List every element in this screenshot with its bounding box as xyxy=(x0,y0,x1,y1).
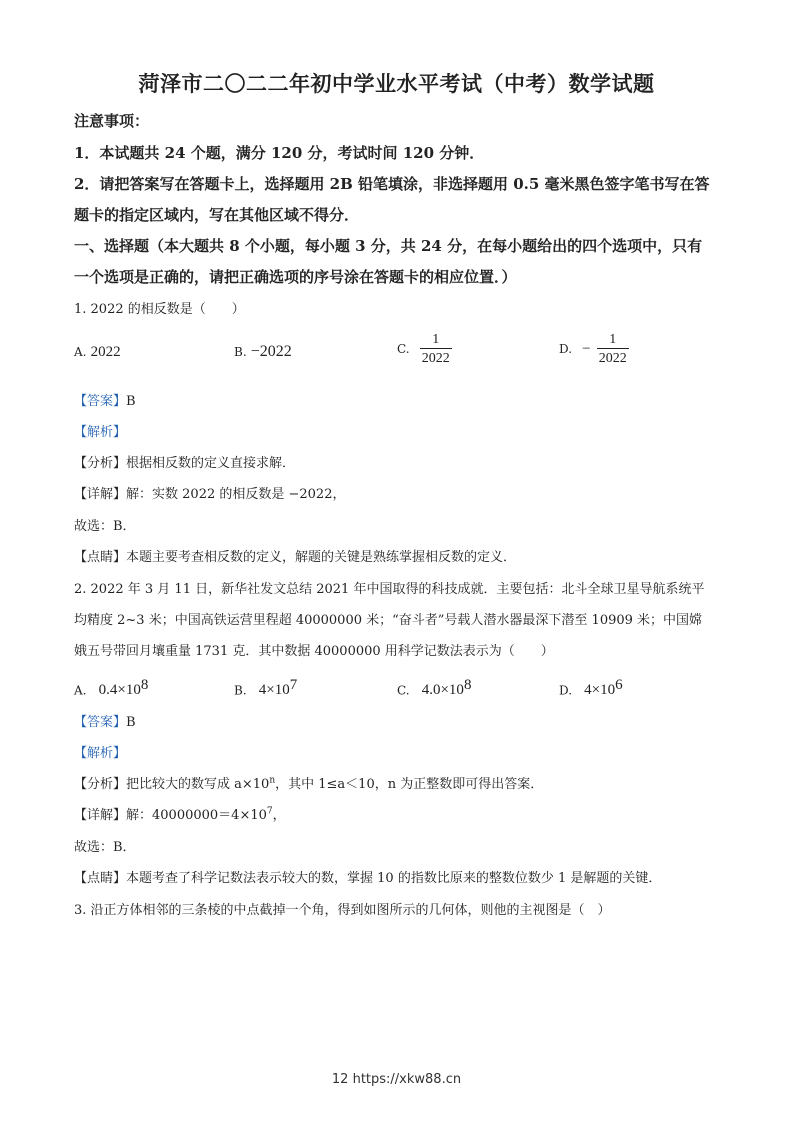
option-value: 2022 xyxy=(90,344,121,360)
option-label: D. xyxy=(559,683,573,698)
fraction xyxy=(597,332,629,367)
denominator: 2022 xyxy=(420,348,452,367)
option-label: D. xyxy=(559,342,573,356)
option-exponent: 6 xyxy=(615,677,623,693)
question-1-option-b xyxy=(234,343,292,361)
dianjing-text: 本题考查了科学记数法表示较大的数，掌握 10 的指数比原来的整数位数少 1 是解题的关键． xyxy=(126,871,662,886)
question-1-option-c xyxy=(397,332,452,367)
question-2-stem-line-2: 均精度 2~3 米；中国高铁运营里程超 40000000 米；“奋斗者”号载人潜水器最深下潜至 10909 米；中国嫦 xyxy=(74,613,703,628)
question-1-answer xyxy=(74,390,724,409)
question-1-option-a xyxy=(74,344,121,361)
question-2-option-b xyxy=(234,677,297,699)
question-1-xiangjie xyxy=(74,483,724,502)
page-footer: 12 https://xkw88.cn xyxy=(331,1072,462,1087)
fenxi-tag: 【分析】 xyxy=(74,777,127,792)
question-1-guxuan: 故选：B． xyxy=(74,519,136,534)
answer-tag: 【答案】 xyxy=(74,394,127,409)
fenxi-exponent: n xyxy=(269,775,276,786)
notice-item-2-line-1: 2．请把答案写在答题卡上，选择题用 2B 铅笔填涂，非选择题用 0.5 毫米黑色签字笔书写在答 xyxy=(74,175,710,193)
fenxi-text-pre: 把比较大的数写成 a×10 xyxy=(126,777,270,792)
answer-value: B xyxy=(126,715,136,730)
numerator: 1 xyxy=(609,332,617,347)
question-3-stem: 3. 沿正方体相邻的三条棱的中点截掉一个角，得到如图所示的几何体，则他的主视图是（ ） xyxy=(74,903,611,918)
question-1-stem: 1. 2022 的相反数是（ ） xyxy=(74,302,245,317)
answer-value: B xyxy=(126,394,136,409)
option-exponent: 7 xyxy=(289,677,298,693)
fraction xyxy=(420,332,452,367)
option-label: B. xyxy=(234,683,247,698)
dianjing-tag: 【点睛】 xyxy=(74,550,127,565)
option-label: A. xyxy=(74,345,87,359)
xiangjie-exponent: 7 xyxy=(266,806,273,817)
question-2-option-d xyxy=(559,677,623,699)
question-2-analysis-tag: 【解析】 xyxy=(74,746,127,761)
notice-item-1: 1．本试题共 24 个题，满分 120 分，考试时间 120 分钟． xyxy=(74,144,485,162)
question-2-answer xyxy=(74,711,724,730)
question-2-xiangjie xyxy=(74,804,724,823)
page-title: 菏泽市二〇二二年初中学业水平考试（中考）数学试题 xyxy=(138,71,655,96)
fenxi-tag: 【分析】 xyxy=(74,456,127,471)
question-2-option-a xyxy=(74,677,148,699)
question-2-guxuan: 故选：B． xyxy=(74,840,136,855)
notice-item-2-line-2: 题卡的指定区域内，写在其他区域不得分． xyxy=(74,206,360,224)
xiangjie-text-pre: 解：40000000＝4×10 xyxy=(126,808,267,823)
answer-tag: 【答案】 xyxy=(74,715,127,730)
option-label: B. xyxy=(234,345,247,359)
xiangjie-text-post: ， xyxy=(272,808,286,823)
question-1-dianjing xyxy=(74,546,724,565)
question-1-fenxi xyxy=(74,452,724,471)
xiangjie-text: 解：实数 2022 的相反数是 −2022， xyxy=(126,487,346,502)
option-label: C. xyxy=(397,342,410,356)
question-1-analysis-tag: 【解析】 xyxy=(74,425,127,440)
option-exponent: 8 xyxy=(463,677,472,693)
option-value: −2022 xyxy=(250,343,292,360)
notice-heading: 注意事项： xyxy=(74,112,150,130)
question-2-option-c xyxy=(397,677,471,699)
minus-sign: − xyxy=(582,341,591,357)
option-value: 4×10 xyxy=(584,682,616,699)
option-exponent: 8 xyxy=(140,677,149,693)
numerator: 1 xyxy=(432,332,440,347)
question-2-stem-line-3: 娥五号带回月壤重量 1731 克．其中数据 40000000 用科学记数法表示为（ ） xyxy=(74,644,554,659)
denominator: 2022 xyxy=(597,348,629,367)
dianjing-text: 本题主要考查相反数的定义，解题的关键是熟练掌握相反数的定义． xyxy=(126,550,517,565)
question-2-dianjing xyxy=(74,867,724,886)
question-2-fenxi xyxy=(74,773,724,792)
question-2-stem-line-1: 2. 2022 年 3 月 11 日，新华社发文总结 2021 年中国取得的科技成就．主要包括：北斗全球卫星导航系统平 xyxy=(74,582,705,597)
question-1-option-d xyxy=(559,332,629,367)
xiangjie-tag: 【详解】 xyxy=(74,487,127,502)
section-heading-line-1: 一、选择题（本大题共 8 个小题，每小题 3 分，共 24 分，在每小题给出的四个选项中，只有 xyxy=(74,237,703,255)
fenxi-text-post: ，其中 1≤a＜10，n 为正整数即可得出答案． xyxy=(275,777,544,792)
option-value: 4.0×10 xyxy=(421,682,464,699)
option-value: 0.4×10 xyxy=(98,682,141,699)
xiangjie-tag: 【详解】 xyxy=(74,808,127,823)
option-label: C. xyxy=(397,683,410,698)
dianjing-tag: 【点睛】 xyxy=(74,871,127,886)
option-label: A. xyxy=(74,683,87,698)
option-value: 4×10 xyxy=(258,682,290,699)
section-heading-line-2: 一个选项是正确的，请把正确选项的序号涂在答题卡的相应位置．） xyxy=(74,268,517,286)
fenxi-text: 根据相反数的定义直接求解． xyxy=(126,456,296,471)
